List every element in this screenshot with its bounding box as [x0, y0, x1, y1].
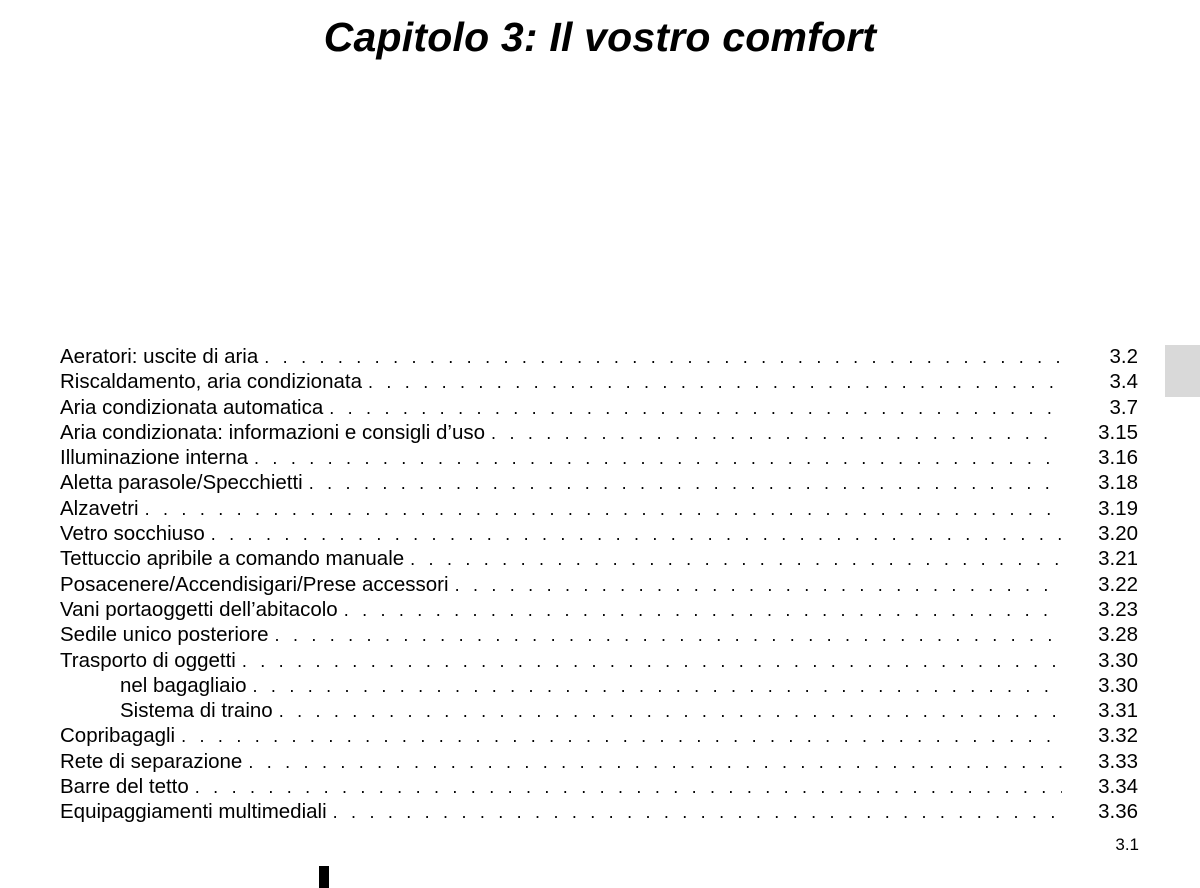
toc-entry-label: Aria condizionata automatica	[60, 395, 324, 419]
toc-entry-vani-portaoggetti[interactable]	[60, 597, 1138, 622]
toc-entry-illuminazione[interactable]	[60, 445, 1138, 470]
crop-mark	[319, 866, 329, 888]
toc-entry-sedile-unico[interactable]	[60, 622, 1138, 647]
dot-leader	[145, 497, 1062, 522]
dot-leader	[254, 446, 1062, 471]
toc-entry-page: 3.31	[1098, 699, 1138, 723]
toc-entry-label: Alzavetri	[60, 496, 139, 520]
toc-entry-page: 3.33	[1098, 749, 1138, 773]
toc-entry-page: 3.7	[1109, 395, 1138, 419]
dot-leader	[368, 370, 1062, 395]
dot-leader	[279, 699, 1062, 724]
toc-entry-page: 3.16	[1098, 446, 1138, 470]
toc-entry-page: 3.21	[1098, 547, 1138, 571]
toc-entry-page: 3.19	[1098, 496, 1138, 520]
page-number: 3.1	[1115, 835, 1139, 854]
dot-leader	[491, 421, 1062, 446]
toc-entry-label: Aria condizionata: informazioni e consigli d’uso	[60, 420, 486, 444]
toc-subentry-sistema-traino[interactable]	[60, 698, 1138, 723]
toc-entry-label: nel bagagliaio	[120, 673, 247, 697]
toc-entry-label: Vetro socchiuso	[60, 522, 205, 546]
dot-leader	[344, 598, 1062, 623]
dot-leader	[242, 649, 1062, 674]
toc-entry-page: 3.2	[1109, 345, 1138, 368]
toc-entry-label: Riscaldamento, aria condizionata	[60, 370, 362, 394]
toc-entry-aletta-parasole[interactable]	[60, 470, 1138, 495]
toc-entry-label: Vani portaoggetti dell’abitacolo	[60, 597, 338, 621]
toc-entry-page: 3.22	[1098, 572, 1138, 596]
dot-leader	[181, 724, 1062, 749]
toc-entry-page: 3.4	[1109, 370, 1138, 394]
dot-leader	[253, 674, 1062, 699]
toc-entry-equipaggiamenti-multimediali[interactable]	[60, 799, 1138, 824]
dot-leader	[195, 775, 1062, 800]
toc-entry-alzavetri[interactable]	[60, 496, 1138, 521]
toc-entry-label: Trasporto di oggetti	[60, 648, 236, 672]
toc-entry-riscaldamento[interactable]	[60, 369, 1138, 394]
toc-entry-page: 3.30	[1098, 648, 1138, 672]
toc-entry-page: 3.36	[1098, 800, 1138, 824]
toc-entry-label: Illuminazione interna	[60, 446, 249, 470]
toc-entry-barre-tetto[interactable]	[60, 774, 1138, 799]
toc-entry-label: Barre del tetto	[60, 775, 189, 799]
toc-entry-label: Tettuccio apribile a comando manuale	[60, 547, 405, 571]
toc-entry-aria-condizionata-automatica[interactable]	[60, 395, 1138, 420]
dot-leader	[333, 800, 1062, 825]
toc-entry-label: Sistema di traino	[120, 699, 273, 723]
dot-leader	[329, 396, 1062, 421]
dot-leader	[211, 522, 1062, 547]
toc-entry-page: 3.23	[1098, 597, 1138, 621]
chapter-side-tab	[1165, 345, 1200, 397]
toc-entry-label: Aletta parasole/Specchietti	[60, 471, 303, 495]
toc-entry-label: Equipaggiamenti multimediali	[60, 800, 327, 824]
toc-entry-trasporto-oggetti[interactable]	[60, 648, 1138, 673]
toc-entry-label: Rete di separazione	[60, 749, 243, 773]
toc-entry-aeratori[interactable]	[60, 344, 1138, 369]
toc-entry-page: 3.18	[1098, 471, 1138, 495]
dot-leader	[410, 547, 1062, 572]
toc-entry-label: Copribagagli	[60, 724, 176, 748]
toc-entry-label: Sedile unico posteriore	[60, 623, 269, 647]
toc-subentry-bagagliaio[interactable]	[60, 673, 1138, 698]
toc-entry-page: 3.28	[1098, 623, 1138, 647]
toc-entry-page: 3.20	[1098, 522, 1138, 546]
toc-entry-page: 3.30	[1098, 673, 1138, 697]
dot-leader	[455, 573, 1062, 598]
dot-leader	[248, 750, 1062, 775]
toc-entry-label: Posacenere/Accendisigari/Prese accessori	[60, 572, 449, 596]
toc-entry-posacenere[interactable]	[60, 572, 1138, 597]
table-of-contents	[60, 344, 1138, 825]
toc-entry-page: 3.15	[1098, 420, 1138, 444]
toc-entry-aria-condizionata-consigli[interactable]	[60, 420, 1138, 445]
dot-leader	[309, 471, 1062, 496]
toc-entry-rete-separazione[interactable]	[60, 749, 1138, 774]
toc-entry-page: 3.34	[1098, 775, 1138, 799]
toc-entry-tettuccio-apribile[interactable]	[60, 546, 1138, 571]
dot-leader	[264, 345, 1062, 370]
chapter-title: Capitolo 3: Il vostro comfort	[323, 14, 877, 60]
toc-entry-vetro-socchiuso[interactable]	[60, 521, 1138, 546]
toc-entry-page: 3.32	[1098, 724, 1138, 748]
dot-leader	[275, 623, 1062, 648]
toc-entry-label: Aeratori: uscite di aria	[60, 345, 259, 368]
toc-entry-copribagagli[interactable]	[60, 723, 1138, 748]
